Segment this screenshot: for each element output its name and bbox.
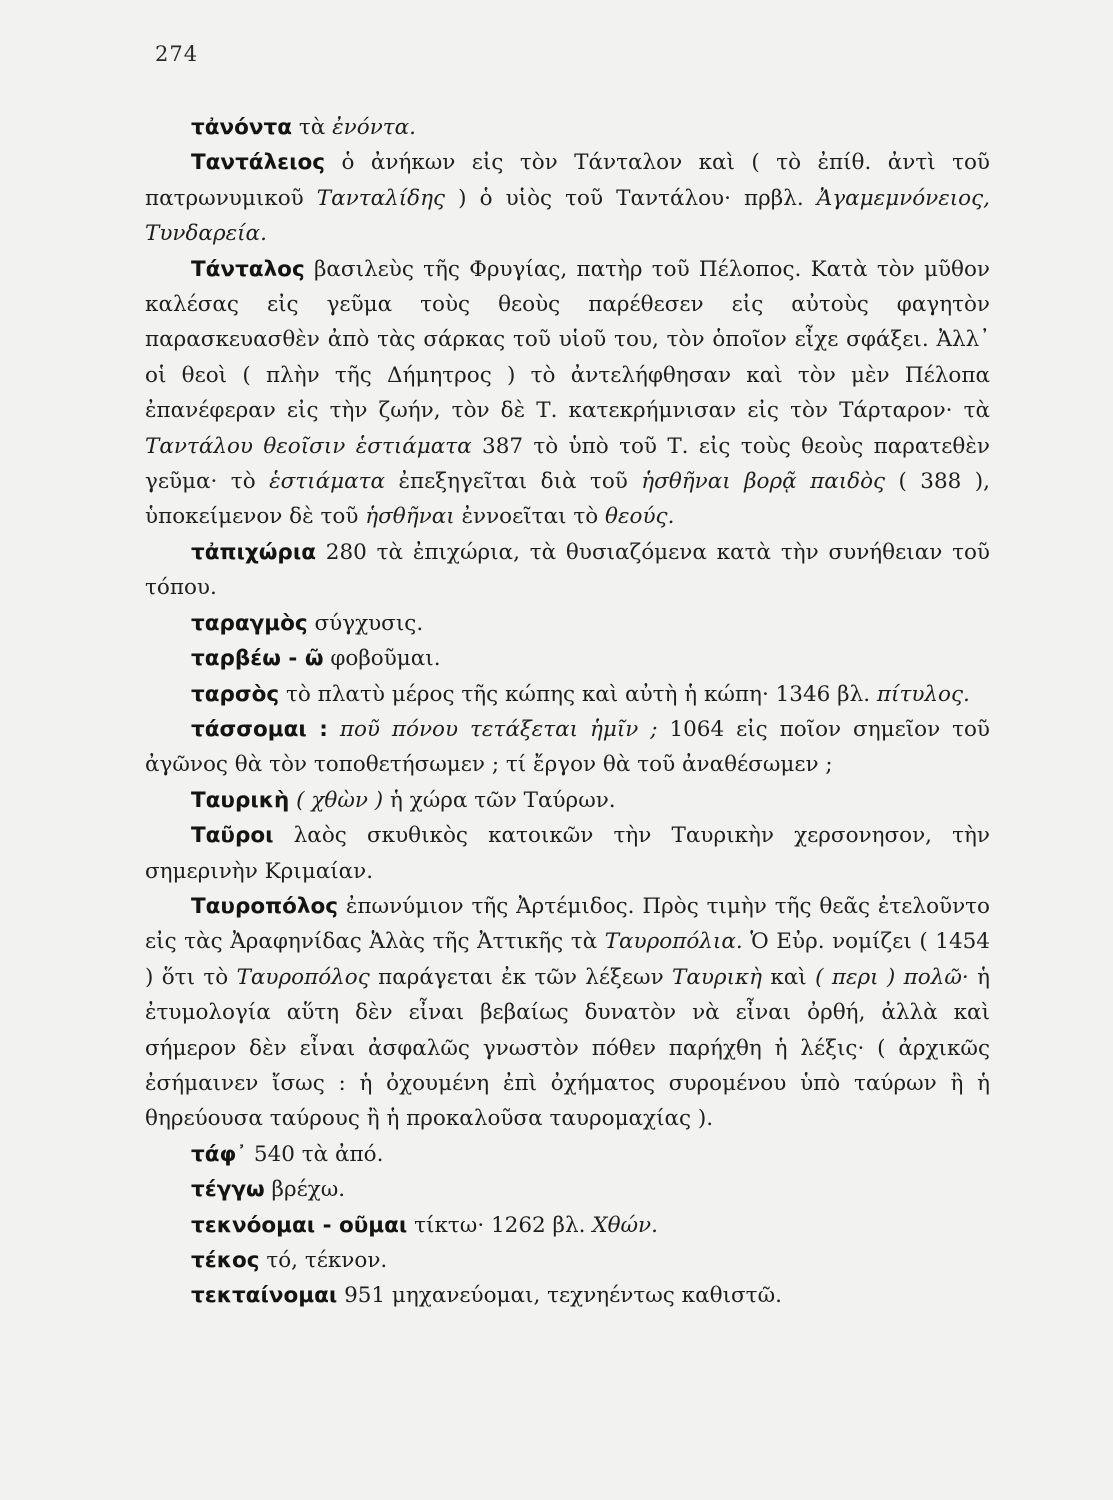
headword: τἀνόντα (191, 115, 293, 140)
definition-text: 387 τὸ ὑπὸ τοῦ Τ. εἰς τοὺς θεοὺς παρατεθὲν γεῦμα· τὸ (145, 433, 990, 495)
italic-term: ἡσθῆναι (365, 504, 455, 530)
glossary-entry (145, 889, 990, 1137)
glossary-entry (145, 1172, 990, 1207)
definition-text: 280 τὰ ἐπιχώρια, τὰ θυσιαζόμενα κατὰ τὴν συνήθειαν τοῦ τόπου. (145, 539, 990, 601)
glossary-entry (145, 606, 990, 641)
glossary-entry (145, 677, 990, 712)
page-number: 274 (155, 42, 199, 66)
headword: τέκος (191, 1248, 260, 1273)
definition-text: βρέχω. (271, 1177, 346, 1203)
headword: Ταντάλειος (191, 150, 326, 176)
headword: τεκνόομαι - οῦμαι (191, 1212, 408, 1238)
glossary-entry (145, 535, 990, 606)
italic-term: Ταντάλου θεοῖσιν ἑστιάματα (145, 433, 472, 459)
glossary-entry (145, 818, 990, 889)
italic-term: ἐνόντα. (332, 115, 417, 140)
glossary-entry (145, 1243, 990, 1278)
italic-term: Ταυρικὴ (672, 964, 762, 990)
glossary-entry (145, 110, 990, 145)
glossary-entry (145, 712, 990, 783)
definition-text: λαὸς σκυθικὸς κατοικῶν τὴν Ταυρικὴν χερσονησον, τὴν σημερινὴν Κριμαίαν. (145, 823, 990, 884)
definition-text: σύγχυσις. (314, 610, 424, 636)
headword: ταρβέω - ῶ (191, 646, 324, 672)
headword: τάσσομαι : (191, 716, 328, 742)
definition-text: ) ὁ υἱὸς τοῦ Ταντάλου· πρβλ. (445, 185, 817, 211)
definition-text: Ὁ Εὐρ. νομίζει ( 1454 ) ὅτι τὸ (145, 929, 990, 990)
definition-text: καὶ (761, 964, 816, 990)
glossary-entry (145, 252, 990, 535)
italic-term: Ταυροπόλος (236, 964, 370, 990)
glossary-entry (145, 1278, 990, 1313)
headword: Ταυροπόλος (191, 893, 339, 919)
italic-term: Τανταλίδης (316, 185, 446, 211)
headword: τεκταίνομαι (191, 1283, 338, 1309)
definition-text: 1064 εἰς ποῖον σημεῖον τοῦ ἀγῶνος θὰ τὸν τοποθετήσωμεν ; τί ἔργον θὰ τοῦ ἀναθέσωμεν ; (145, 716, 990, 778)
glossary-entries (145, 110, 990, 1314)
italic-term: ἑστιάματα (269, 469, 386, 495)
headword: Ταυρικὴ (191, 787, 290, 813)
italic-term: Χθών. (592, 1212, 658, 1238)
headword: Ταῦροι (191, 823, 274, 849)
glossary-entry (145, 1208, 990, 1243)
definition-text: ἐπωνύμιον τῆς Ἀρτέμιδος. Πρὸς τιμὴν τῆς θεᾶς ἐτελοῦντο εἰς τὰς Ἀραφηνίδας Ἁλὰς τῆς Ἀττικῆς τὰ (145, 893, 990, 955)
definition-text: 951 μηχανεύομαι, τεχνηέντως καθιστῶ. (344, 1283, 782, 1309)
italic-term: θεούς. (605, 504, 675, 530)
headword: ταρσὸς (191, 681, 280, 707)
definition-text: παράγεται ἐκ τῶν λέξεων (369, 964, 672, 990)
definition-text: ἐπεξηγεῖται διὰ τοῦ (385, 469, 642, 495)
glossary-entry (145, 783, 990, 818)
italic-term: ( χθὼν ) (296, 787, 384, 813)
glossary-entry (145, 1137, 990, 1172)
definition-text: ὁ ἀνήκων εἰς τὸν Τάνταλον καὶ ( τὸ ἐπίθ. ἀντὶ τοῦ πατρωνυμικοῦ (145, 150, 991, 211)
definition-text: ( 388 ), ὑποκείμενον δὲ τοῦ (145, 469, 990, 530)
definition-text: 540 τὰ ἀπό. (253, 1141, 384, 1167)
definition-text: βασιλεὺς τῆς Φρυγίας, πατὴρ τοῦ Πέλοπος. Κατὰ τὸν μῦθον καλέσας εἰς γεῦμα τοὺς θεοὺς παρέθεσεν εἰς αὐτοὺς φαγητὸν παρασκευασθὲν ἀπὸ τὰς σάρκας τοῦ υἱοῦ του, τὸν ὁποῖον εἶχε σφάξει. Ἀλλ᾽ οἱ θεοὶ ( πλὴν τῆς Δήμητρος ) τὸ ἀντελήφθησαν καὶ τὸν μὲν Πέλοπα ἐπανέφεραν εἰς τὴν ζωήν, τὸν δὲ Τ. κατεκρήμνισαν εἰς τὸν Τάρταρον· τὰ (145, 256, 990, 424)
headword: Τάνταλος (191, 256, 305, 282)
headword: ταραγμὸς (191, 610, 308, 636)
italic-term: ( περι ) πολῶ· (815, 964, 969, 990)
definition-text: φοβοῦμαι. (330, 646, 441, 672)
glossary-entry (145, 145, 990, 251)
italic-term: Ἀγαμεμνόνειος, Τυνδαρεία. (145, 185, 990, 247)
italic-term: ἡσθῆναι βορᾷ παιδὸς (641, 469, 886, 495)
definition-text: τό, τέκνον. (266, 1248, 388, 1273)
headword: τἀπιχώρια (191, 539, 316, 565)
italic-term: Ταυροπόλια. (604, 929, 743, 955)
definition-text: ἐννοεῖται τὸ (454, 504, 606, 530)
definition-text: ἡ ἐτυμολογία αὕτη δὲν εἶναι βεβαίως δυνατὸν νὰ εἶναι ὀρθή, ἀλλὰ καὶ σήμερον δὲν εἶναι ἀσφαλῶς γνωστὸν πόθεν παρήχθη ἡ λέξις· ( ἀρχικῶς ἐσήμαινεν ἴσως : ἡ ὀχουμένη ἐπὶ ὀχήματος συρομένου ὑπὸ ταύρων ἢ ἡ θηρεύουσα ταύρους ἢ ἡ προκαλοῦσα ταυρομαχίας ). (145, 964, 990, 1132)
italic-term: πίτυλος. (876, 681, 970, 707)
headword: τάφ᾽ (191, 1141, 248, 1167)
definition-text: ἡ χώρα τῶν Ταύρων. (383, 787, 616, 813)
definition-text: τὸ πλατὺ μέρος τῆς κώπης καὶ αὐτὴ ἡ κώπη· 1346 βλ. (286, 681, 877, 707)
italic-term: ποῦ πόνου τετάξεται ἡμῖν ; (339, 716, 658, 742)
headword: τέγγω (191, 1177, 265, 1203)
definition-text: τὰ (298, 115, 333, 140)
definition-text: τίκτω· 1262 βλ. (414, 1212, 593, 1238)
glossary-entry (145, 641, 990, 676)
